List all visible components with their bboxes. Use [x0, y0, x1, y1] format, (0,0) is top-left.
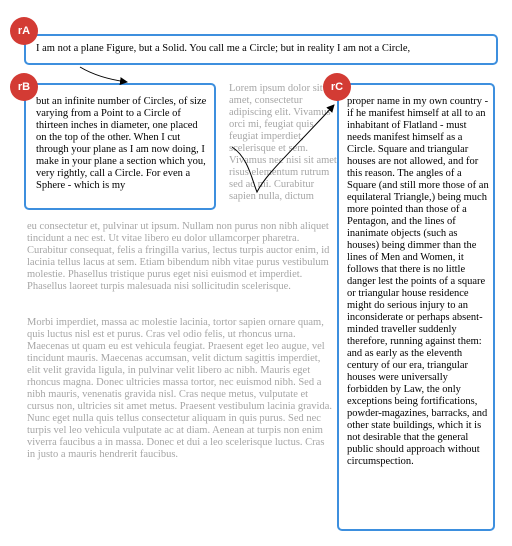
filler-text-main-2: Morbi imperdiet, massa ac molestie lacinia, tortor sapien ornare quam, quis luctus nisl est et purus. Cras vel odio felis, ut rhoncus urna. Maecenas ut quam eu est vehicula feugiat. Praesent eget leo augue, vel tincidunt mauris. Maecenas accumsan, velit dictum sagittis imperdiet, elit velit gravida ligula, in pulvinar velit libero ac nibh. Mauris eget rhoncus magna. Donec ultricies massa tortor, nec euismod nibh. Sed a nibh mauris, venenatis gravida nisl. Cras neque metus, vulputate et cursus non, ultricies sit amet metus. Praesent vestibulum lacinia gravida. Nunc eget nulla quis tellus consectetur aliquam in quis purus. Sed nec turpis vel leo vehicula vulputate ac at diam. Aenean at turpis non enim viverra faucibus a in massa. Donec et dui a leo scelerisque luctus. Cras in justo a mauris hendrerit faucibus. [27, 317, 333, 460]
region-a-text: I am not a plane Figure, but a Solid. You call me a Circle; but in reality I am not a Circle, [36, 43, 411, 54]
region-a-badge: rA [10, 17, 38, 45]
flow-arrow-a-to-b [80, 67, 127, 82]
filler-text-main-1: eu consectetur et, pulvinar ut ipsum. Nullam non purus non nibh aliquet tincidunt a nec est. Ut vitae libero eu dolor ullamcorper pharetra. Curabitur consequat, felis a fringilla varius, lectus turpis auctor enim, id lacinia tellus lacus at sem. Etiam bibendum nibh vitae purus vestibulum molestie. Phasellus tristique purus eget nisi euismod et imperdiet. Phasellus laoreet turpis malesuada nisi sollicitudin scelerisque. [27, 221, 330, 292]
region-b-text: but an infinite number of Circles, of size varying from a Point to a Circle of thirteen inches in diameter, one placed on the top of the other. When I cut through your plane as I am now doing, I make in your plane a section which you, very rightly, call a Circle. For even a Sphere - which is my [36, 96, 207, 191]
filler-text-side: Lorem ipsum dolor sit amet, consectetur adipiscing elit. Vivamus orci mi, feugiat quis feugiat imperdiet, scelerisque et sem. Vivamus nec nisi sit amet risus elementum rutrum sed ac mi. Curabitur sapien nulla, dictum [229, 83, 337, 202]
text-region-a [24, 34, 498, 65]
text-region-b [24, 83, 216, 210]
region-c-badge: rC [323, 73, 351, 101]
text-region-c [337, 83, 495, 531]
region-b-badge: rB [10, 73, 38, 101]
region-c-text: proper name in my own country - if he manifest himself at all to an inhabitant of Flatland - must needs manifest himself as a Circle. Square and triangular houses are not allowed, and for this reason. The angles of a Square (and still more those of an equilateral Triangle,) being much more pointed than those of a Pentagon, and the lines of inanimate objects (such as houses) being dimmer than the lines of Men and Women, it follows that there is no little danger lest the points of a square or triangular house residence might do serious injury to an inconsiderate or perhaps absent-minded traveller suddenly therefore, running against them: and as early as the eleventh century of our era, triangular houses were universally forbidden by Law, the only exceptions being fortifications, powder-magazines, barracks, and other state buildings, which it is not desirable that the general public should approach without circumspection. [347, 96, 489, 467]
